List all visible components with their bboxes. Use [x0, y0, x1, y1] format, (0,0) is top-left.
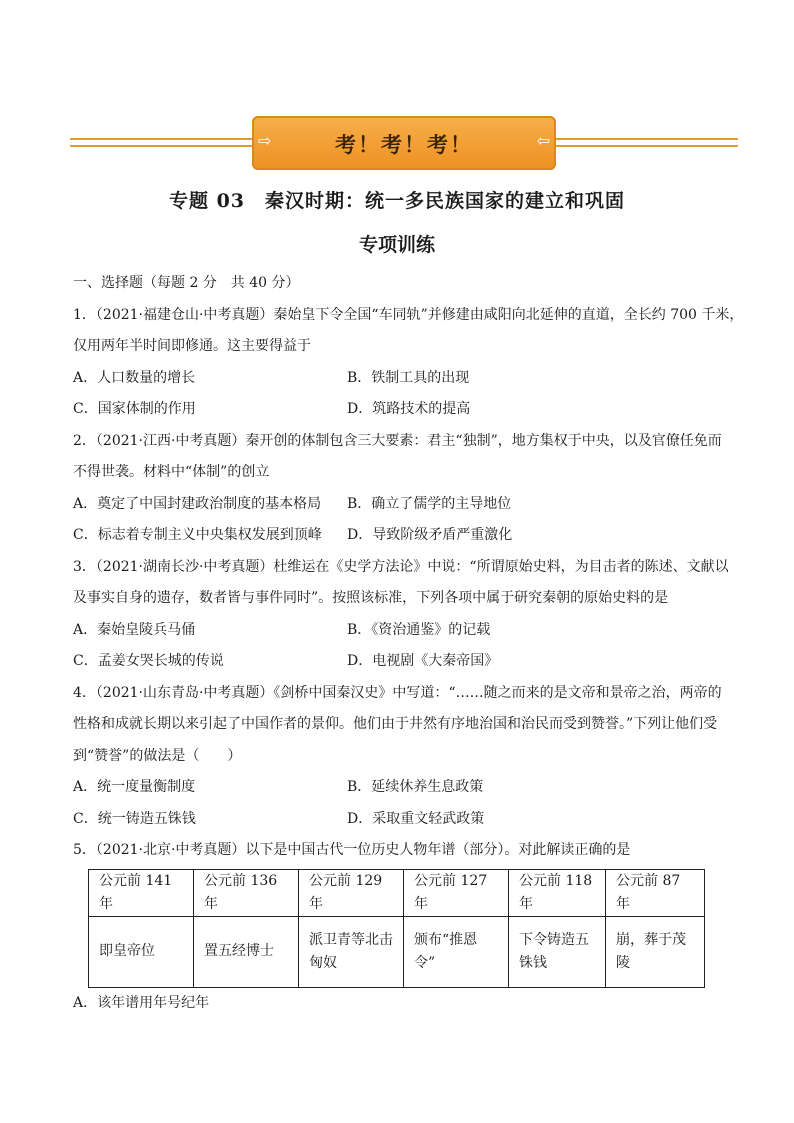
table-cell-event: 下令铸造五铢钱 [509, 916, 606, 987]
table-cell-event: 置五经博士 [194, 916, 299, 987]
question-1 [73, 300, 744, 426]
option-d: D．筑路技术的提高 [347, 401, 471, 417]
table-cell-event: 即皇帝位 [89, 916, 194, 987]
table-cell-event: 崩，葬于茂陵 [606, 916, 705, 987]
option-a: A．奠定了中国封建政治制度的基本格局 [73, 495, 322, 512]
question-content [73, 268, 744, 1019]
question-line: 3．（2021·湖南长沙·中考真题）杜维运在《史学方法论》中说：“所谓原始史料，为目击者的陈述、文献以 [73, 558, 729, 575]
question-line: 4．（2021·山东青岛·中考真题）《剑桥中国秦汉史》中写道：“……随之而来的是文帝和景帝之治，两帝的 [73, 684, 722, 701]
option-a: A．该年谱用年号纪年 [73, 994, 210, 1011]
option-b: B．《资治通鉴》的记载 [347, 621, 491, 638]
banner-title: 考！考！考！ [335, 132, 473, 157]
question-5 [73, 835, 733, 1019]
question-line: 2．（2021·江西·中考真题）秦开创的体制包含三大要素：君主“独制”，地方集权于中央，以及官僚任免而 [73, 432, 722, 449]
option-d: D．导致阶级矛盾严重激化 [347, 527, 513, 543]
option-a: A．统一度量衡制度 [73, 779, 196, 795]
option-c: C．国家体制的作用 [73, 401, 196, 417]
table-row [89, 869, 705, 916]
option-d: D．采取重文轻武政策 [347, 810, 485, 827]
table-row [89, 916, 705, 987]
table-cell-year: 公元前 129 年 [299, 869, 404, 916]
section-heading: 一、选择题（每题 2 分 共 40 分） [73, 275, 300, 291]
question-line: 性格和成就长期以来引起了中国作者的景仰。他们由于井然有序地治国和治民而受到赞誉。”下列让他们受 [73, 716, 718, 732]
option-b: B．确立了儒学的主导地位 [347, 495, 512, 512]
document-subtitle: 专项训练 [358, 234, 435, 256]
question-line: 1．（2021·福建仓山·中考真题）秦始皇下令全国“车同轨”并修建由咸阳向北延伸的直道，全长约 700 千米， [73, 306, 744, 323]
question-4 [73, 678, 733, 836]
option-c: C．孟姜女哭长城的传说 [73, 653, 224, 669]
table-cell-year: 公元前 141 年 [89, 869, 194, 916]
table-cell-year: 公元前 127 年 [404, 869, 509, 916]
option-b: B．铁制工具的出现 [347, 369, 470, 386]
question-line: 到“赞誉”的做法是（ ） [73, 747, 242, 764]
question-line: 5．（2021·北京·中考真题）以下是中国古代一位历史人物年谱（部分）。对此解读正确的是 [73, 842, 631, 858]
table-cell-event: 颁布“推恩令” [404, 916, 509, 987]
question-3 [73, 552, 733, 678]
option-c: C．统一铸造五铢钱 [73, 810, 196, 827]
table-cell-year: 公元前 136 年 [194, 869, 299, 916]
banner [252, 116, 556, 170]
option-d: D．电视剧《大秦帝国》 [347, 653, 499, 669]
option-a: A．秦始皇陵兵马俑 [73, 621, 196, 638]
option-a: A．人口数量的增长 [73, 369, 196, 386]
table-cell-event: 派卫青等北击匈奴 [299, 916, 404, 987]
question-line: 仅用两年半时间即修通。这主要得益于 [73, 338, 311, 354]
question-line: 不得世袭。材料中“体制”的创立 [73, 464, 270, 480]
banner-left-arrow-icon: ⇨ [258, 131, 272, 150]
question-line: 及事实自身的遗存，数者皆与事件同时”。按照该标准，下列各项中属于研究秦朝的原始史料的是 [73, 590, 669, 606]
option-c: C．标志着专制主义中央集权发展到顶峰 [73, 527, 322, 543]
table-cell-year: 公元前 87 年 [606, 869, 705, 916]
question-2 [73, 426, 733, 552]
table-cell-year: 公元前 118 年 [509, 869, 606, 916]
option-b: B．延续休养生息政策 [347, 779, 484, 795]
document-title: 专题 03 秦汉时期：统一多民族国家的建立和巩固 [168, 190, 626, 212]
chronology-table [88, 869, 705, 988]
banner-right-arrow-icon: ⇦ [536, 131, 550, 150]
